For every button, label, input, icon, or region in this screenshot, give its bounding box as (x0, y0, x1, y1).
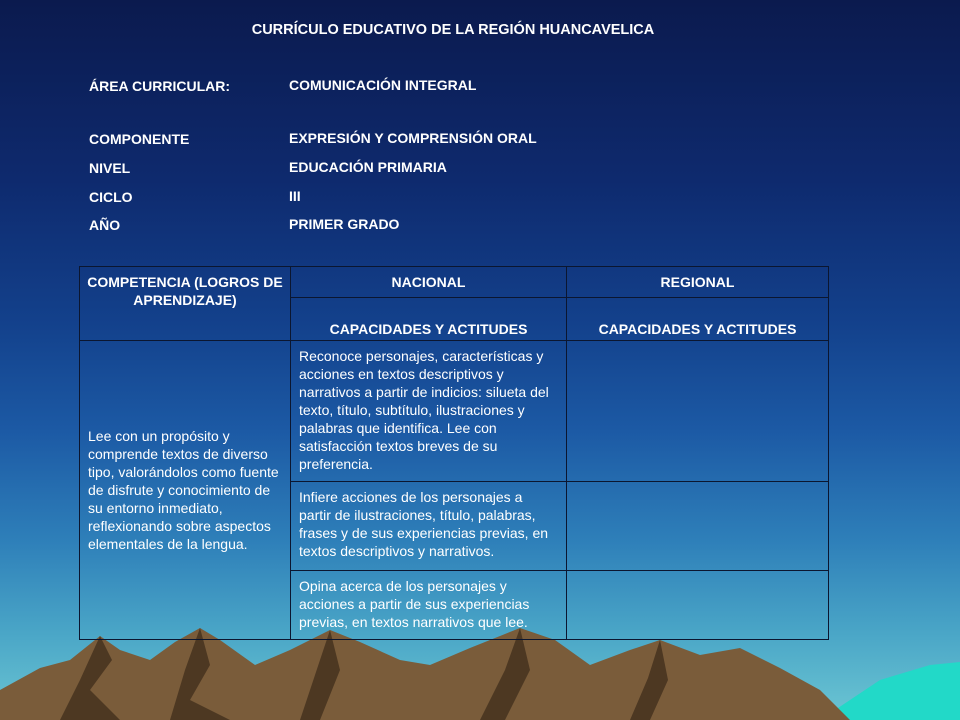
table-row (80, 341, 829, 482)
info-value: EDUCACIÓN PRIMARIA (289, 159, 447, 175)
nacional-cell: Opina acerca de los personajes y acciones a partir de sus experiencias previas, en textos narrativos que lee. (291, 571, 567, 640)
subheader-regional: CAPACIDADES Y ACTITUDES (567, 298, 829, 341)
regional-cell (567, 341, 829, 482)
info-label: ÁREA CURRICULAR: (89, 78, 231, 94)
nacional-cell: Infiere acciones de los personajes a partir de ilustraciones, título, palabras, frases y de sus experiencias previas, en textos descriptivos y narrativos. (291, 482, 567, 571)
header-nacional: NACIONAL (291, 267, 567, 298)
curriculum-table (79, 266, 829, 640)
page-title: CURRÍCULO EDUCATIVO DE LA REGIÓN HUANCAVELICA (251, 22, 655, 38)
info-anio (89, 76, 609, 233)
header-competencia: COMPETENCIA (LOGROS DE APRENDIZAJE) (80, 267, 291, 341)
info-label: CICLO (89, 189, 133, 205)
info-label: AÑO (89, 217, 121, 233)
info-value: EXPRESIÓN Y COMPRENSIÓN ORAL (289, 130, 537, 146)
regional-cell (567, 571, 829, 640)
header-regional: REGIONAL (567, 267, 829, 298)
info-label: COMPONENTE (89, 131, 190, 147)
info-value: PRIMER GRADO (289, 216, 400, 232)
info-value: III (289, 188, 301, 204)
info-value: COMUNICACIÓN INTEGRAL (289, 77, 477, 93)
nacional-cell: Reconoce personajes, características y acciones en textos descriptivos y narrativos a partir de indicios: silueta del texto, título, subtítulo, ilustraciones y palabras que identifica. Lee con satisfacción textos breves de su preferencia. (291, 341, 567, 482)
regional-cell (567, 482, 829, 571)
table-header-row (80, 267, 829, 298)
competencia-cell: Lee con un propósito y comprende textos de diverso tipo, valorándolos como fuente de disfrute y conocimiento de su entorno inmediato, reflexionando sobre aspectos elementales de la lengua. (80, 341, 291, 640)
info-label: NIVEL (89, 160, 131, 176)
subheader-nacional: CAPACIDADES Y ACTITUDES (291, 298, 567, 341)
